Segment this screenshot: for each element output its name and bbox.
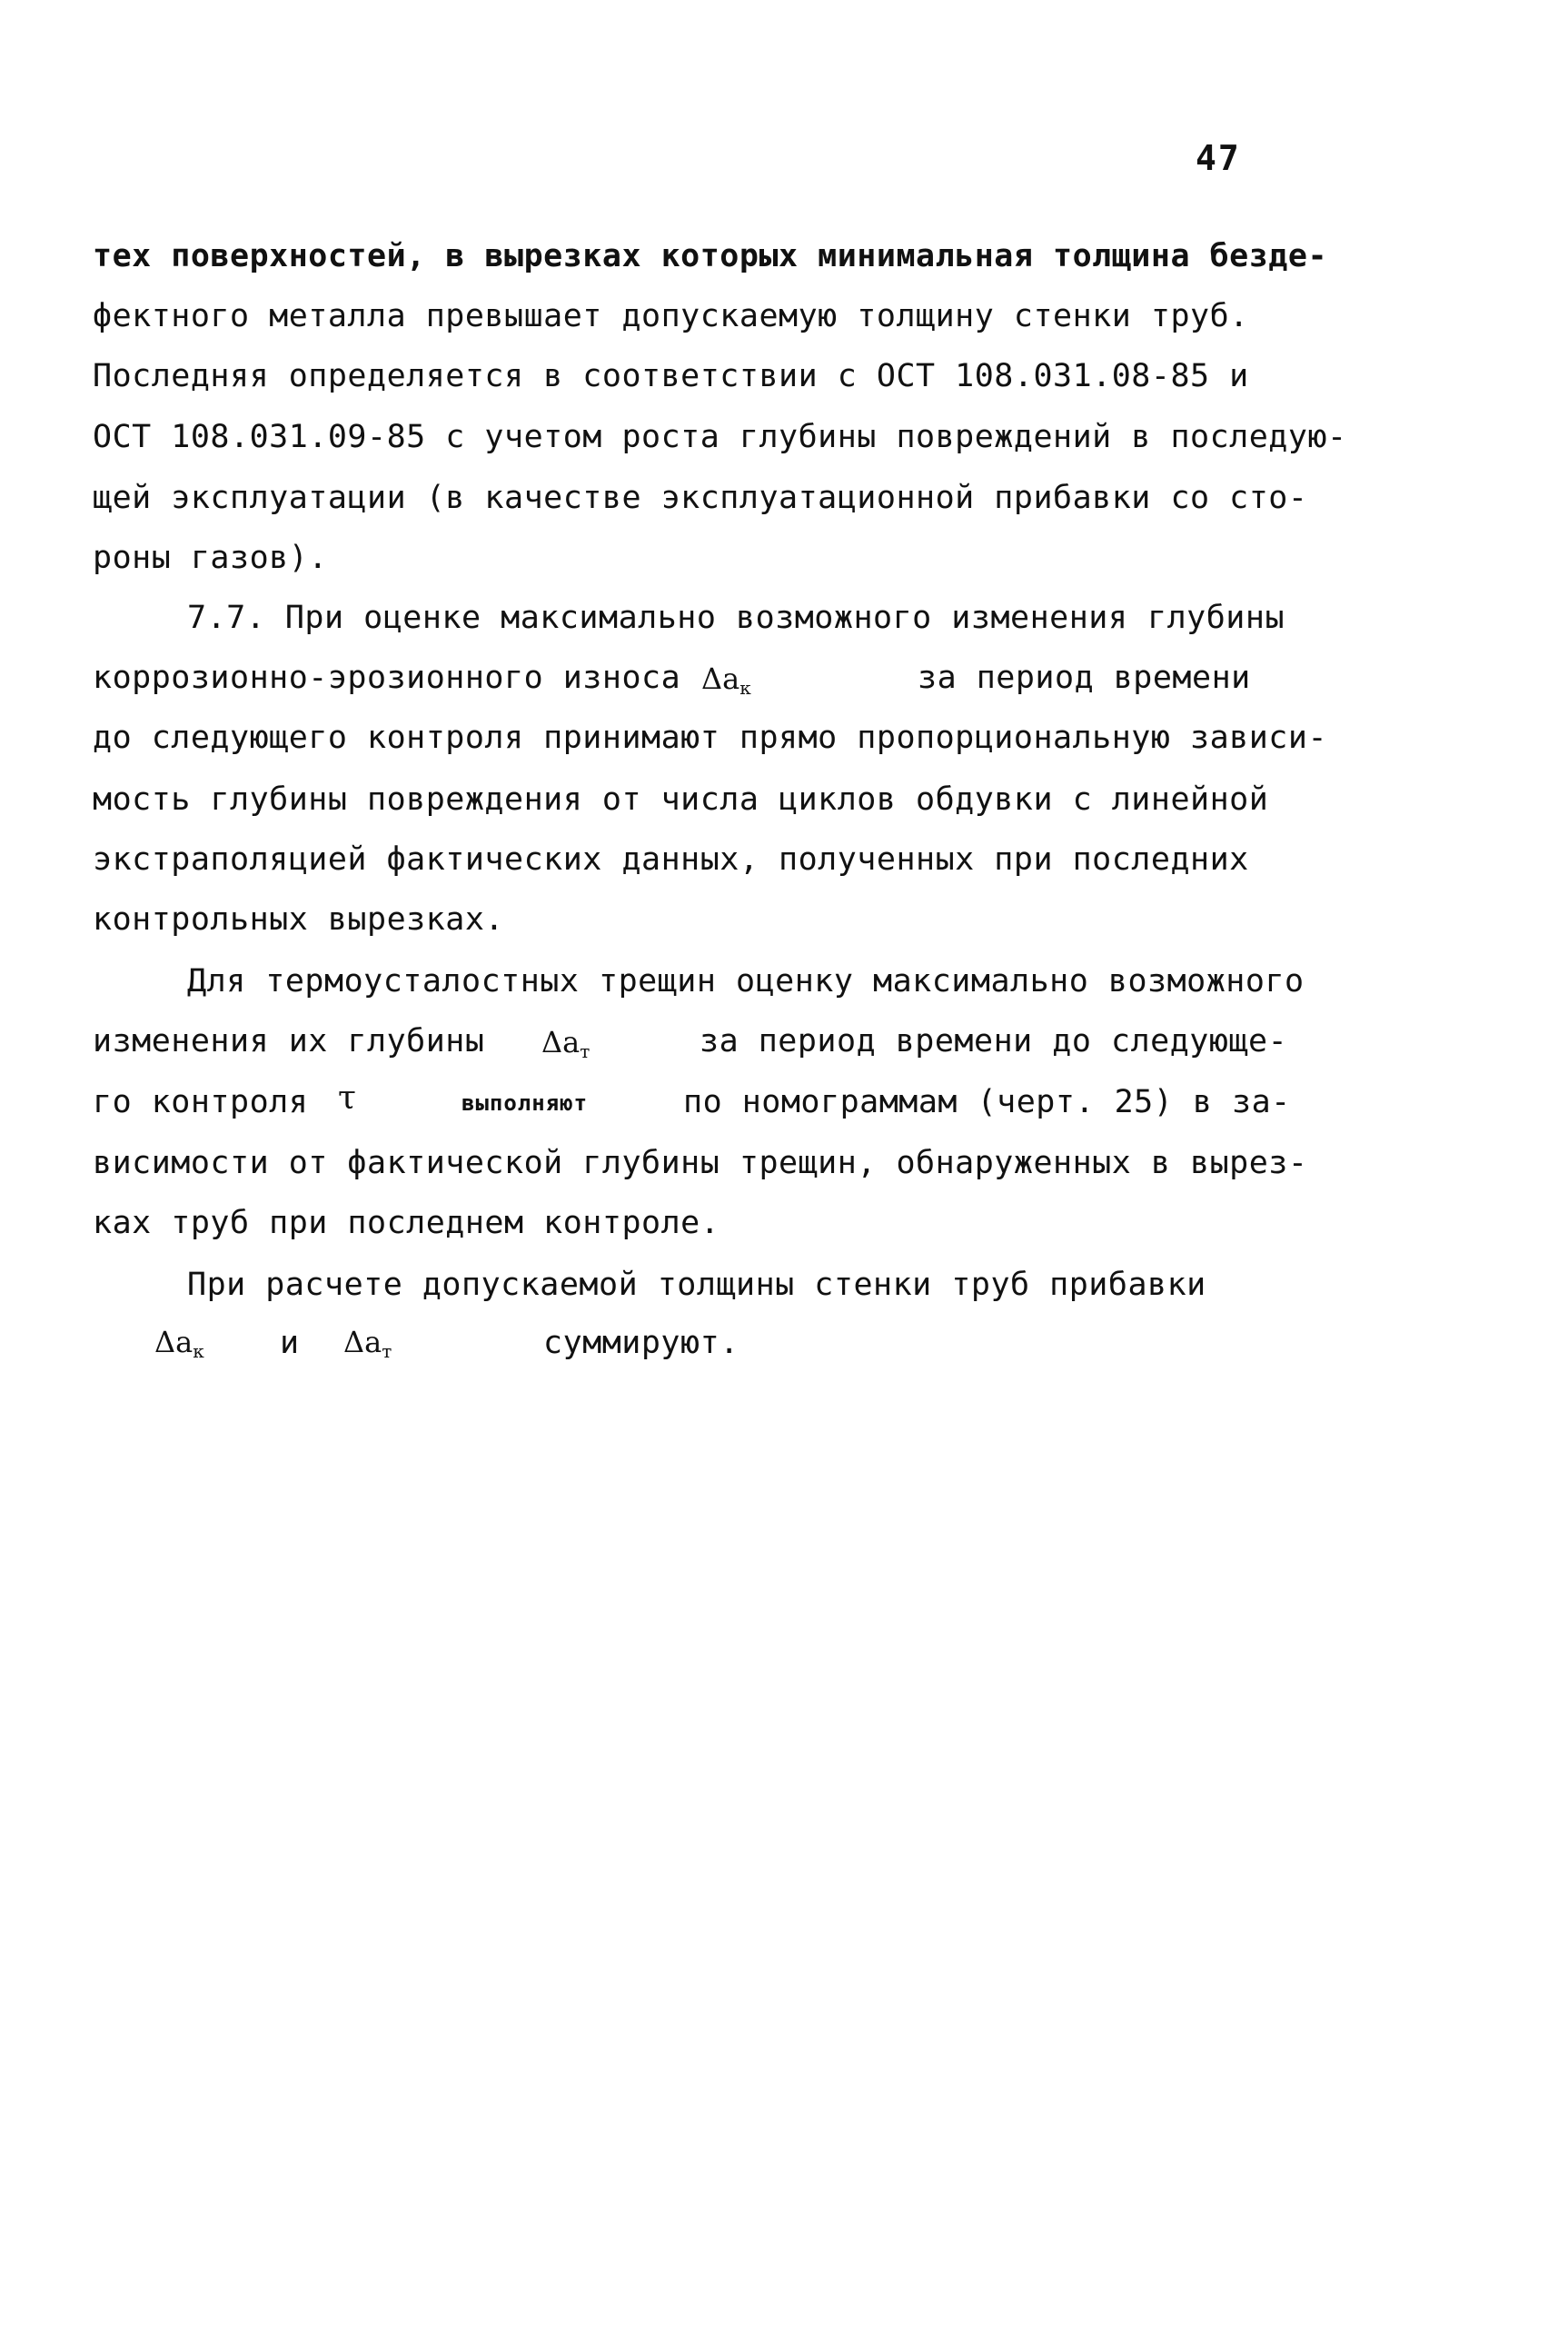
formula-subscript: к xyxy=(193,1340,204,1362)
section-7-7-line: коррозионно-эрозионного износа xyxy=(93,660,681,696)
cracks-line: висимости от фактической глубины трещин, обнаруженных в вырез- xyxy=(93,1145,1308,1181)
text-line: Последняя определяется в соответствии с ОСТ 108.031.08-85 и xyxy=(93,358,1249,394)
cracks-line: ках труб при последнем контроле. xyxy=(93,1205,720,1241)
sum-ending: суммируют. xyxy=(543,1325,739,1361)
section-7-7-line: 7.7. При оценке максимально возможного изменения глубины xyxy=(187,600,1285,636)
tau-symbol: τ xyxy=(338,1079,356,1117)
text-line: роны газов). xyxy=(93,540,328,576)
formula-subscript: к xyxy=(739,677,751,699)
text-line: щей эксплуатации (в качестве эксплуатационной прибавки со сто- xyxy=(93,480,1308,516)
section-7-7-line: экстраполяцией фактических данных, полученных при последних xyxy=(93,841,1249,878)
cracks-line: го контроля xyxy=(93,1084,309,1120)
cracks-line: за период времени до следующе- xyxy=(700,1023,1288,1059)
text-line: фектного металла превышает допускаемую толщину стенки труб. xyxy=(93,298,1249,334)
page-number: 47 xyxy=(1196,138,1241,178)
formula-delta-ak-2 xyxy=(154,1325,204,1362)
section-7-7-line: мость глубины повреждения от числа циклов обдувки с линейной xyxy=(93,781,1269,818)
formula-base: Δa xyxy=(701,661,740,696)
small-word-vypolnyayut: выполняют xyxy=(461,1090,589,1116)
formula-delta-at-2 xyxy=(343,1325,392,1362)
cracks-line: изменения их глубины xyxy=(93,1023,485,1059)
text-line: ОСТ 108.031.09-85 с учетом роста глубины повреждений в последую- xyxy=(93,419,1347,455)
formula-delta-ak xyxy=(701,661,751,699)
section-7-7-line: за период времени xyxy=(918,660,1251,696)
cracks-line: по номограммам (черт. 25) в за- xyxy=(683,1084,1291,1120)
text-line: тех поверхностей, в вырезках которых минимальная толщина безде- xyxy=(93,238,1328,274)
formula-delta-at xyxy=(541,1025,590,1062)
section-7-7-line: до следующего контроля принимают прямо пропорциональную зависи- xyxy=(93,720,1328,756)
formula-subscript: т xyxy=(382,1340,392,1362)
sum-line: При расчете допускаемой толщины стенки труб прибавки xyxy=(187,1267,1206,1303)
formula-base: Δa xyxy=(343,1325,382,1359)
section-7-7-line: контрольных вырезках. xyxy=(93,901,505,938)
cracks-line: Для термоусталостных трещин оценку максимально возможного xyxy=(187,963,1305,999)
conjunction: и xyxy=(280,1325,300,1361)
formula-subscript: т xyxy=(580,1040,590,1062)
formula-base: Δa xyxy=(154,1325,194,1359)
formula-base: Δa xyxy=(541,1025,581,1059)
